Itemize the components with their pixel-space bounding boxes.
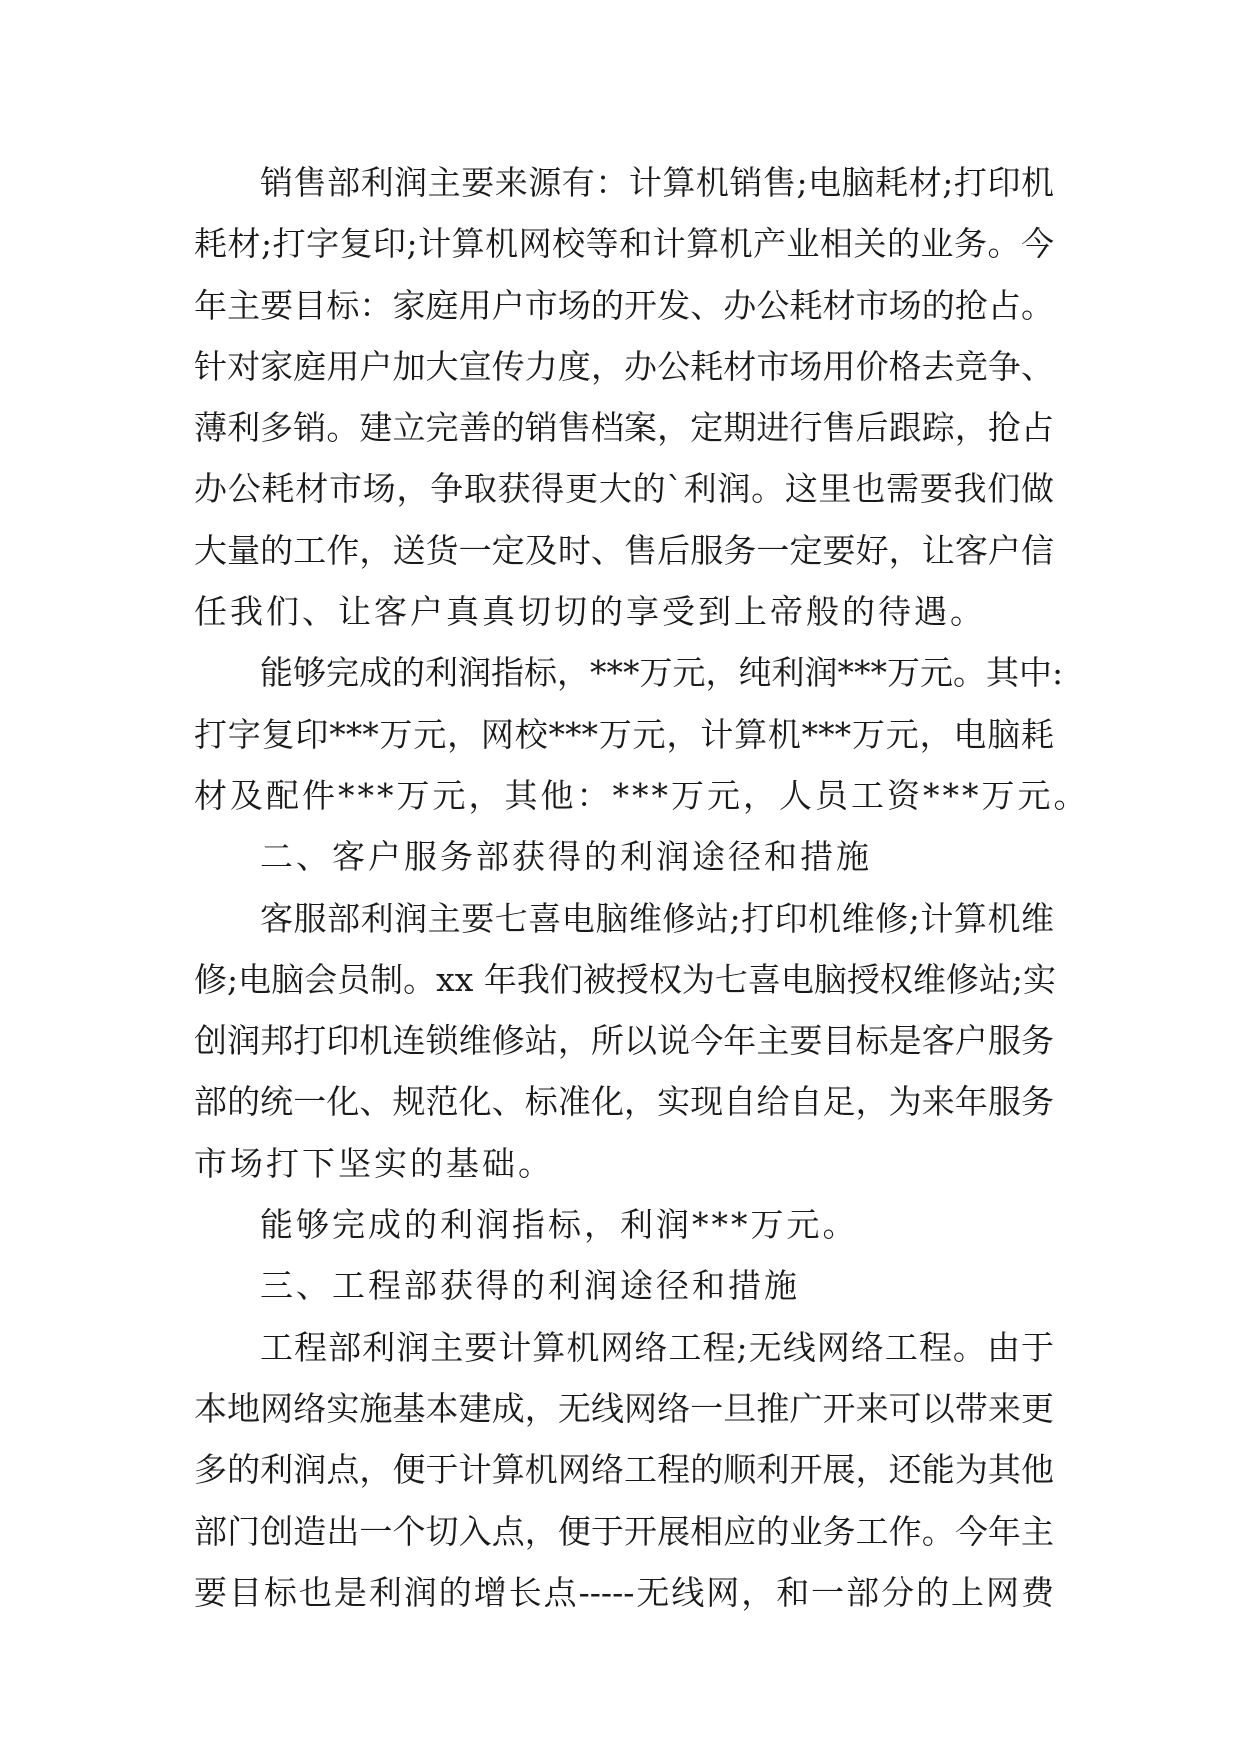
text-line: 销售部利润主要来源有：计算机销售;电脑耗材;打印机: [260, 163, 1054, 202]
text-line: 部的统一化、规范化、标准化，实现自给自足，为来年服务: [194, 1082, 1054, 1122]
text-line: 客服部利润主要七喜电脑维修站;打印机维修;计算机维: [260, 898, 1054, 938]
text-line: 年主要目标：家庭用户市场的开发、办公耗材市场的抢占。: [194, 285, 1054, 325]
section-heading: 三、工程部获得的利润途径和措施: [260, 1266, 800, 1306]
text-line: 本地网络实施基本建成，无线网络一旦推广开来可以带来更: [194, 1388, 1054, 1428]
text-line: 修;电脑会员制。xx 年我们被授权为七喜电脑授权维修站;实: [194, 959, 1056, 999]
text-line: 部门创造出一个切入点，便于开展相应的业务工作。今年主: [194, 1511, 1054, 1551]
section-heading: 二、客户服务部获得的利润途径和措施: [260, 837, 872, 877]
text-line: 能够完成的利润指标，利润***万元。: [260, 1205, 859, 1245]
text-line: 多的利润点，便于计算机网络工程的顺利开展，还能为其他: [194, 1450, 1054, 1490]
text-line: 办公耗材市场，争取获得更大的`利润。这里也需要我们做: [194, 469, 1054, 509]
text-line: 任我们、让客户真真切切的享受到上帝般的待遇。: [194, 592, 986, 632]
text-line: 能够完成的利润指标，***万元，纯利润***万元。其中:: [260, 653, 1064, 693]
text-line: 要目标也是利润的增长点-----无线网，和一部分的上网费: [194, 1572, 1054, 1612]
text-line: 打字复印***万元，网校***万元，计算机***万元，电脑耗: [194, 714, 1054, 754]
text-line: 材及配件***万元，其他：***万元，人员工资***万元。: [194, 775, 1090, 815]
text-line: 工程部利润主要计算机网络工程;无线网络工程。由于: [260, 1327, 1054, 1367]
text-line: 市场打下坚实的基础。: [194, 1143, 554, 1183]
document-body: [194, 152, 1090, 1623]
text-line: 针对家庭用户加大宣传力度，办公耗材市场用价格去竞争、: [194, 346, 1054, 386]
text-line: 薄利多销。建立完善的销售档案，定期进行售后跟踪，抢占: [194, 408, 1054, 448]
text-line: 大量的工作，送货一定及时、售后服务一定要好，让客户信: [194, 530, 1054, 570]
text-line: 创润邦打印机连锁维修站，所以说今年主要目标是客户服务: [194, 1021, 1054, 1061]
text-line: 耗材;打字复印;计算机网校等和计算机产业相关的业务。今: [194, 224, 1054, 264]
